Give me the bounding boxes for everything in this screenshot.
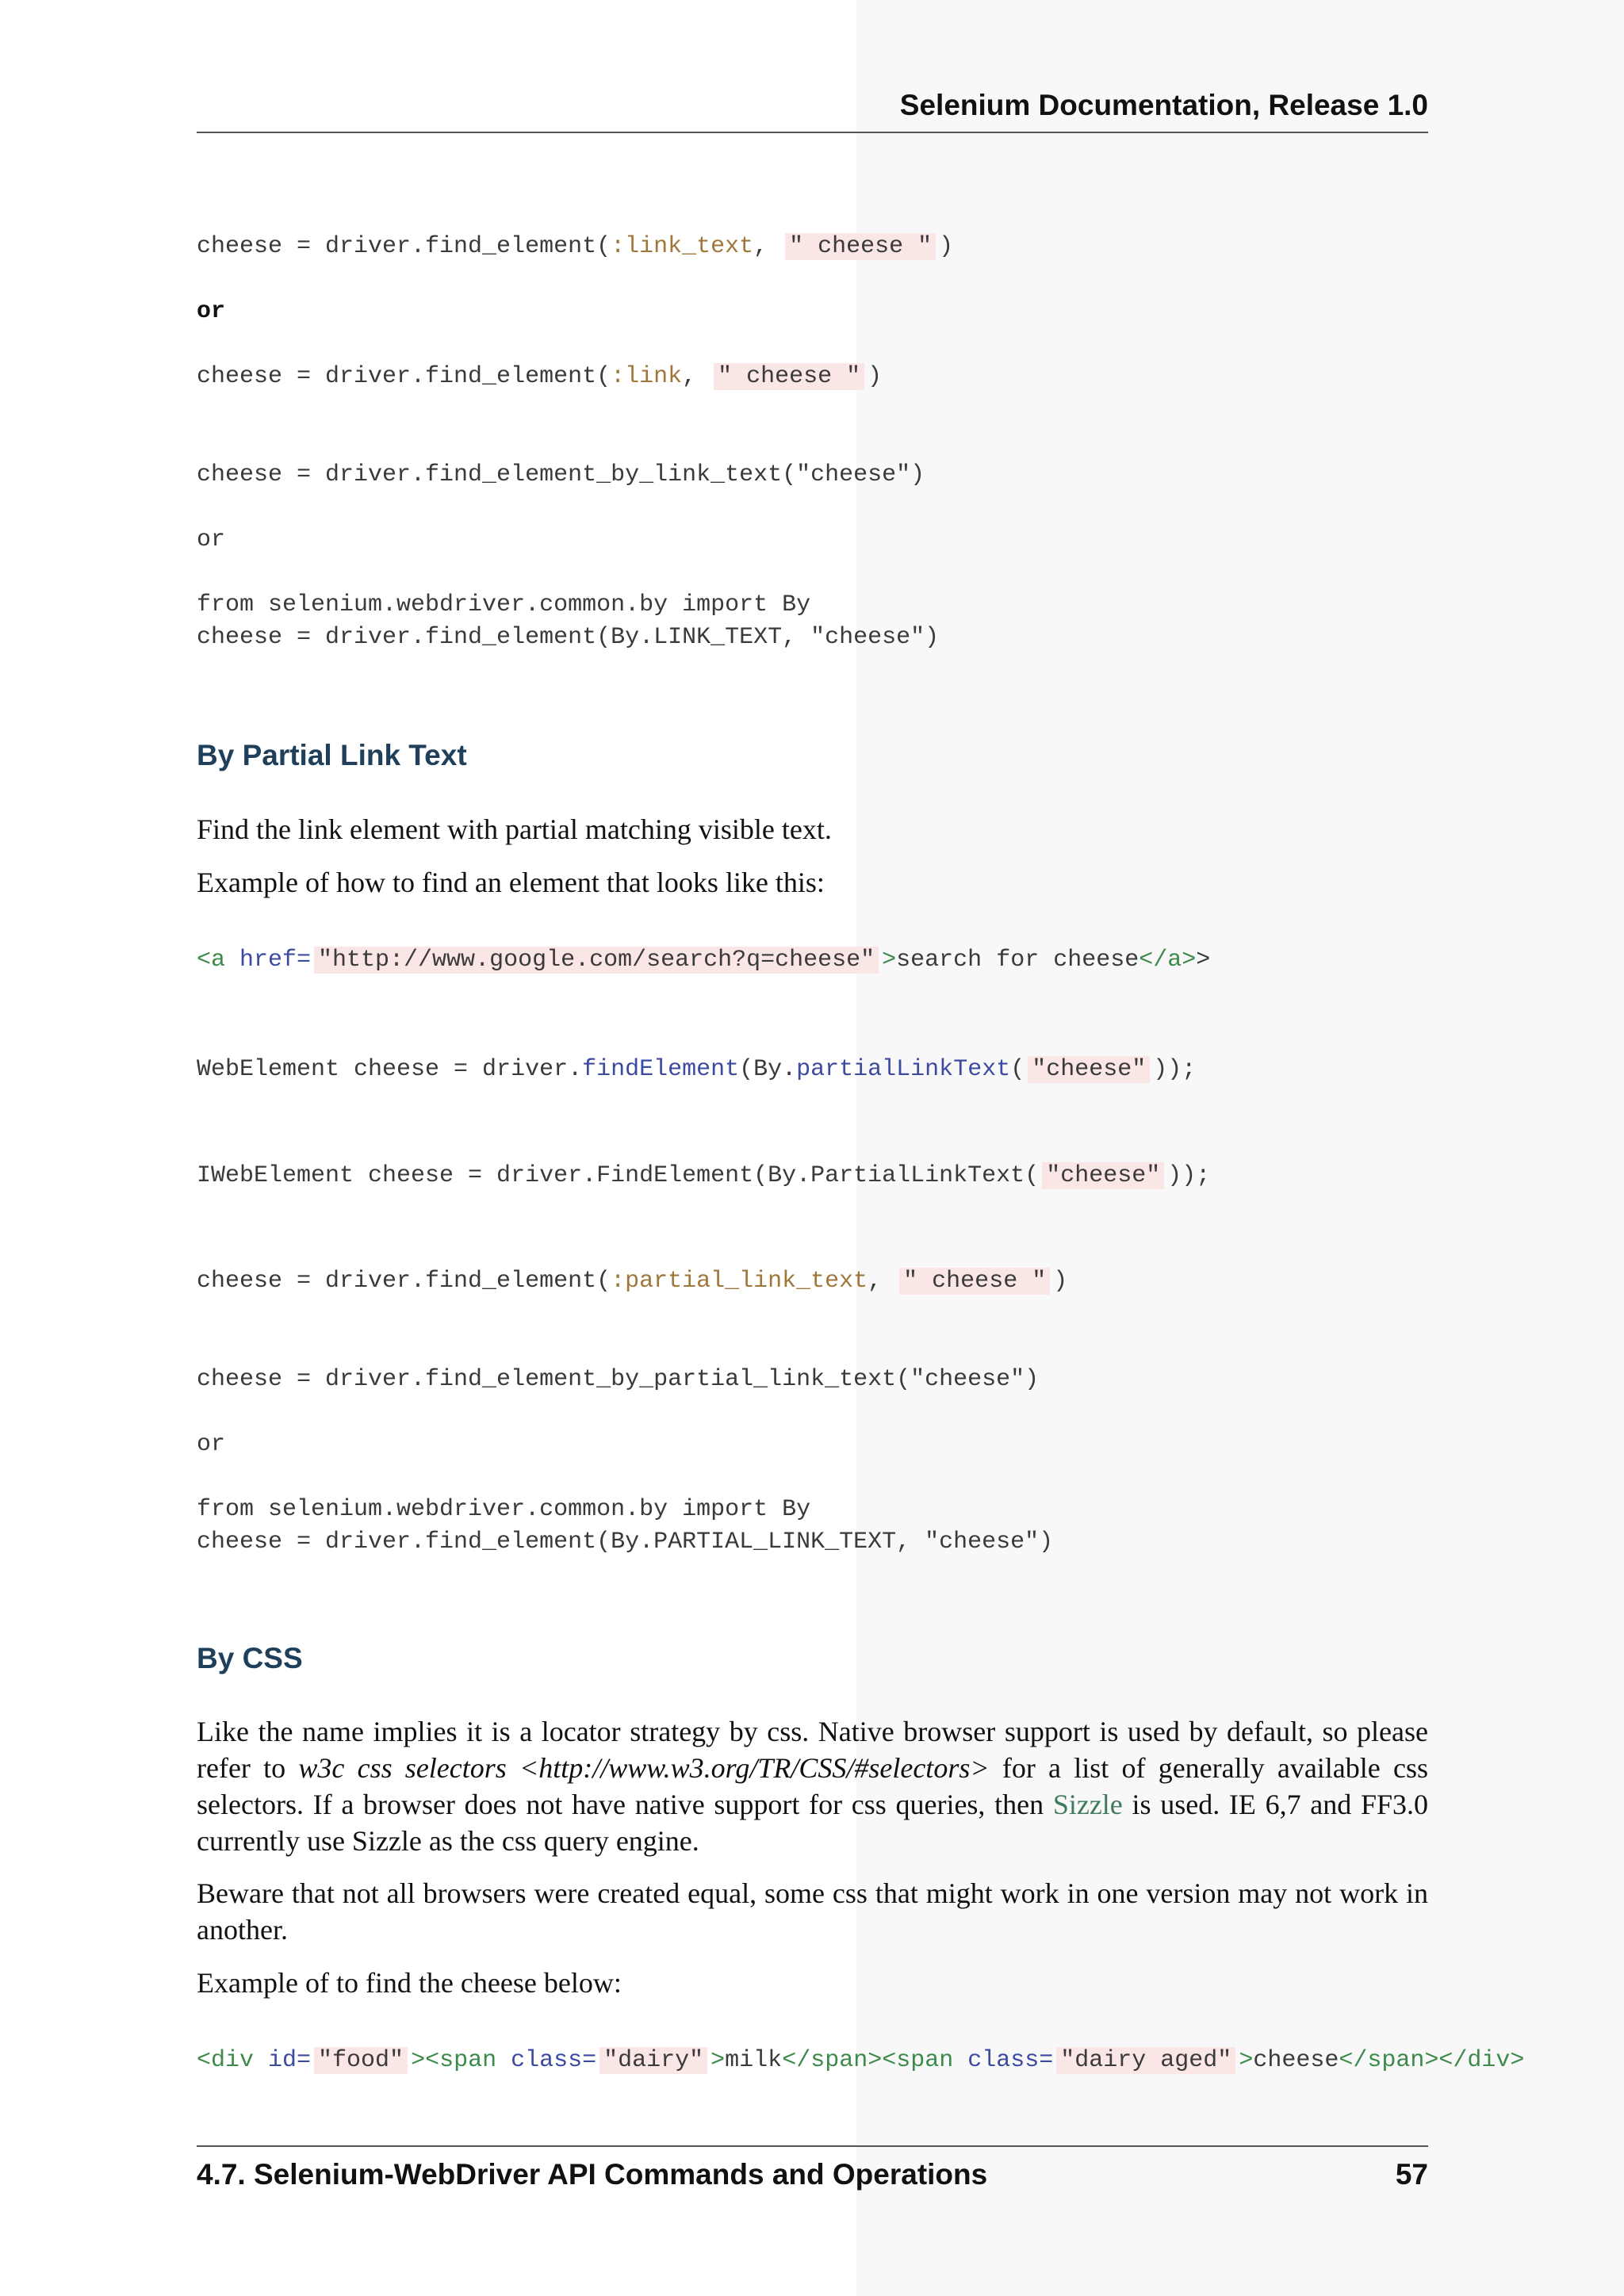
code-html-link-example: <a href= "http://www.google.com/search?q=cheese" >search for cheese</a>>	[197, 947, 1211, 974]
running-header: Selenium Documentation, Release 1.0	[899, 89, 1428, 121]
paragraph-css-intro: Like the name implies it is a locator strategy by css. Native browser support is used by default, so please refer to w3c css selectors <http://www.w3.org/TR/CSS/#selectors> for a list of generally available css selectors. If a browser does not have native support for css queries, then Sizzle is used. IE 6,7 and FF3.0 currently use Sizzle as the css query engine.	[197, 1716, 1429, 1857]
paragraph: Example of how to find an element that looks like this:	[197, 867, 825, 898]
header-rule	[197, 132, 1428, 133]
code-or-bold: or	[197, 298, 226, 325]
footer-section-title: 4.7. Selenium-WebDriver API Commands and Operations	[197, 2158, 988, 2191]
code-python-partial: cheese = driver.find_element_by_partial_link_text("cheese")	[197, 1366, 1040, 1393]
paragraph: Example of to find the cheese below:	[197, 1967, 622, 1999]
page-footer	[197, 2158, 1428, 2191]
code-python-link-text: cheese = driver.find_element_by_link_text("cheese")	[197, 461, 925, 488]
code-csharp-partial: IWebElement cheese = driver.FindElement(By.PartialLinkText( "cheese" ));	[197, 1162, 1211, 1189]
paragraph-browsers: Beware that not all browsers were created equal, some css that might work in one version may not work in another.	[197, 1877, 1428, 1946]
code-ruby-link: cheese = driver.find_element(:link, " cheese " )	[197, 363, 883, 390]
section-heading-by-css: By CSS	[197, 1642, 303, 1674]
code-python-partial-by: from selenium.webdriver.common.by import By cheese = driver.find_element(By.PARTIAL_LINK_TEXT, "cheese")	[197, 1496, 1054, 1556]
code-python-by-import: from selenium.webdriver.common.by import By cheese = driver.find_element(By.LINK_TEXT, "cheese")	[197, 591, 940, 651]
code-html-css-example: <div id= "food" ><span class= "dairy" >milk</span><span class= "dairy aged" >cheese</span></div>	[197, 2047, 1525, 2074]
code-java-partial: WebElement cheese = driver.findElement(By.partialLinkText( "cheese" ));	[197, 1056, 1197, 1083]
code-or: or	[197, 1431, 226, 1458]
footer-rule	[197, 2145, 1428, 2147]
page-number: 57	[1395, 2158, 1428, 2191]
section-heading-partial-link-text: By Partial Link Text	[197, 739, 467, 771]
code-ruby-partial: cheese = driver.find_element(:partial_link_text, " cheese " )	[197, 1268, 1068, 1295]
sizzle-link[interactable]: Sizzle	[1052, 1789, 1123, 1820]
code-ruby-link-text: cheese = driver.find_element(:link_text, " cheese " )	[197, 233, 954, 260]
paragraph: Find the link element with partial matching visible text.	[197, 813, 832, 845]
code-or: or	[197, 526, 226, 553]
